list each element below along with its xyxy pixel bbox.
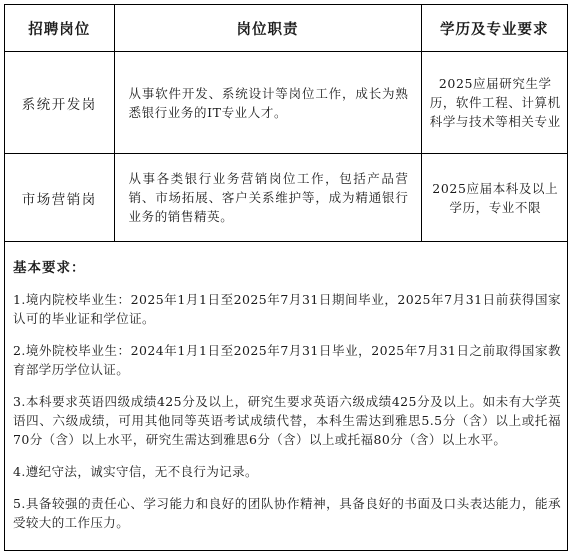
- requirement-item: 4.遵纪守法，诚实守信，无不良行为记录。: [13, 464, 258, 479]
- table-row: [5, 154, 567, 242]
- duty-cell: 从事软件开发、系统设计等岗位工作，成长为熟悉银行业务的IT专业人才。: [114, 52, 421, 154]
- position-cell: 系统开发岗: [5, 52, 114, 154]
- requirement-item: 5.具备较强的责任心、学习能力和良好的团队协作精神，具备良好的书面及口头表达能力，能承受较大的工作压力。: [13, 496, 561, 530]
- position-cell: 市场营销岗: [5, 154, 114, 242]
- basic-requirements: [5, 256, 567, 532]
- requirement-item: 1.境内院校毕业生：2025年1月1日至2025年7月31日期间毕业，2025年7月31日前获得国家认可的毕业证和学位证。: [13, 292, 561, 326]
- header-education: 学历及专业要求: [421, 5, 567, 52]
- recruitment-table: [5, 5, 567, 242]
- duty-cell: 从事各类银行业务营销岗位工作，包括产品营销、市场拓展、客户关系维护等，成为精通银行业务的销售精英。: [114, 154, 421, 242]
- requirement-item: 2.境外院校毕业生：2024年1月1日至2025年7月31日毕业，2025年7月31日之前取得国家教育部学历学位认证。: [13, 343, 561, 377]
- table-row: [5, 52, 567, 154]
- education-cell: 2025应届本科及以上学历，专业不限: [421, 154, 567, 242]
- table-header-row: [5, 5, 567, 52]
- requirement-item: 3.本科要求英语四级成绩425分及以上，研究生要求英语六级成绩425分及以上。如未有大学英语四、六级成绩，可用其他同等英语考试成绩代替，本科生需达到雅思5.5分（含）以上或托福70分（含）以上水平，研究生需达到雅思6分（含）以上或托福80分（含）以上水平。: [13, 394, 561, 447]
- header-duty: 岗位职责: [114, 5, 421, 52]
- recruitment-document: [4, 4, 568, 551]
- requirements-title: 基本要求：: [13, 260, 86, 276]
- header-position: 招聘岗位: [5, 5, 114, 52]
- education-cell: 2025应届研究生学历，软件工程、计算机科学与技术等相关专业: [421, 52, 567, 154]
